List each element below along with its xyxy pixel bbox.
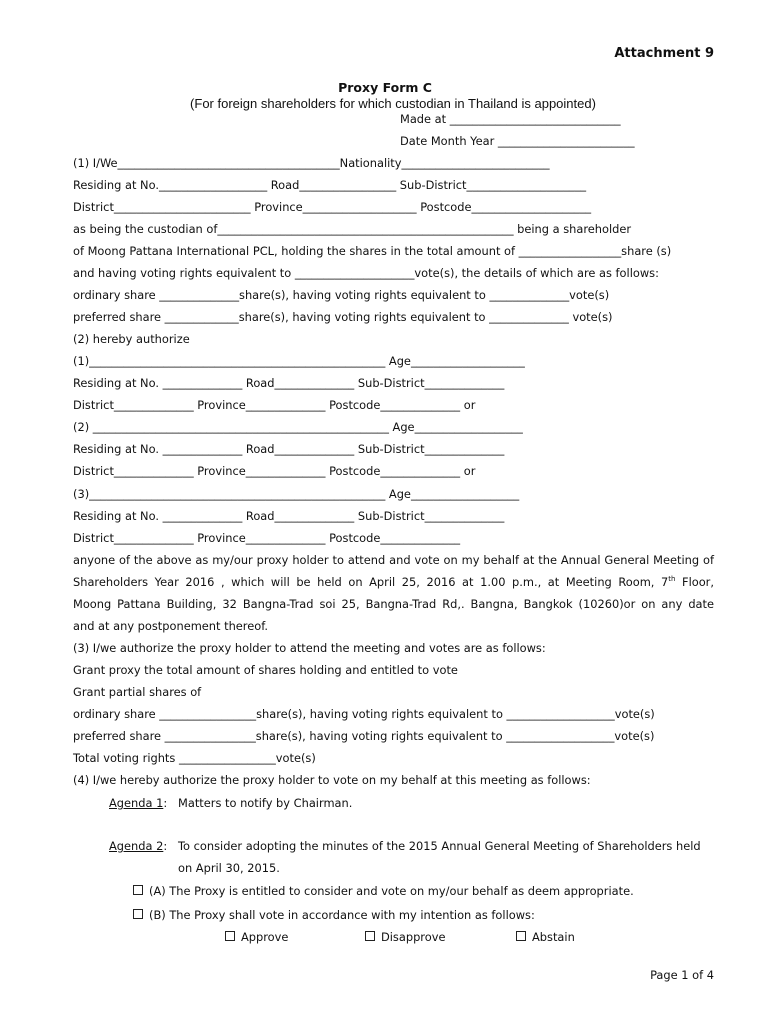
authorize-heading: (2) hereby authorize [73, 332, 190, 346]
proxy-paragraph-line1: anyone of the above as my/our proxy holder to attend and vote on my behalf at the Annual General Meeting of [73, 553, 714, 567]
vote-authority-heading: (3) I/we authorize the proxy holder to attend the meeting and votes are as follows: [73, 641, 546, 655]
proxy1-district-line[interactable]: District______________ Province______________ Postcode______________ or [73, 398, 476, 412]
disapprove-option[interactable]: Disapprove [365, 930, 445, 944]
page-number: Page 1 of 4 [650, 968, 714, 982]
proxy-paragraph-line4: and at any postponement thereof. [73, 619, 269, 633]
form-subtitle: (For foreign shareholders for which custodian in Thailand is appointed) [190, 96, 596, 111]
iwe-nationality-line[interactable]: (1) I/We_______________________________________Nationality__________________________ [73, 156, 550, 170]
proxy1-residing-line[interactable]: Residing at No. ______________ Road______________ Sub-District______________ [73, 376, 505, 390]
grant-total-option[interactable]: Grant proxy the total amount of shares holding and entitled to vote [73, 663, 458, 677]
residing-line[interactable]: Residing at No.___________________ Road_________________ Sub-District_____________________ [73, 178, 587, 192]
proxy3-district-line[interactable]: District______________ Province______________ Postcode______________ [73, 531, 461, 545]
option-b[interactable]: (B) The Proxy shall vote in accordance with my intention as follows: [133, 908, 535, 922]
grant-partial-option[interactable]: Grant partial shares of [73, 685, 202, 699]
agenda1: Agenda 1: Matters to notify by Chairman. [109, 796, 353, 810]
ordinary-share-line[interactable]: ordinary share ______________share(s), having voting rights equivalent to ______________vote(s) [73, 288, 610, 302]
abstain-checkbox[interactable] [516, 931, 526, 941]
attachment-label: Attachment 9 [614, 46, 714, 61]
agenda2: Agenda 2: To consider adopting the minutes of the 2015 Annual General Meeting of Shareholders held [109, 839, 701, 853]
agenda2-label: Agenda 2 [109, 839, 164, 853]
abstain-option[interactable]: Abstain [516, 930, 575, 944]
agenda2-continued: on April 30, 2015. [178, 861, 280, 875]
proxy2-district-line[interactable]: District______________ Province______________ Postcode______________ or [73, 464, 476, 478]
approve-option[interactable]: Approve [225, 930, 288, 944]
proxy3-name-line[interactable]: (3)____________________________________________________ Age___________________ [73, 487, 520, 501]
proxy1-name-line[interactable]: (1)____________________________________________________ Age____________________ [73, 354, 525, 368]
option-b-checkbox[interactable] [133, 909, 143, 919]
approve-checkbox[interactable] [225, 931, 235, 941]
agenda-heading: (4) I/we hereby authorize the proxy holder to vote on my behalf at this meeting as follows: [73, 773, 591, 787]
proxy2-name-line[interactable]: (2) ____________________________________________________ Age___________________ [73, 420, 523, 434]
total-voting-line[interactable]: Total voting rights _________________vote(s) [73, 751, 316, 765]
custodian-line[interactable]: as being the custodian of____________________________________________________ being a shareholder [73, 222, 632, 236]
proxy-paragraph-line3: Moong Pattana Building, 32 Bangna-Trad soi 25, Bangna-Trad Rd,. Bangna, Bangkok (10260)or on any date [73, 597, 714, 611]
partial-preferred-line[interactable]: preferred share ________________share(s), having voting rights equivalent to ___________________vote(s) [73, 729, 655, 743]
district-line[interactable]: District________________________ Province____________________ Postcode_____________________ [73, 200, 592, 214]
proxy-paragraph-line2: Shareholders Year 2016 , which will be held on April 25, 2016 at 1.00 p.m., at Meeting Room, 7th Floor, [73, 575, 714, 589]
proxy3-residing-line[interactable]: Residing at No. ______________ Road______________ Sub-District______________ [73, 509, 505, 523]
disapprove-checkbox[interactable] [365, 931, 375, 941]
made-at-field[interactable]: Made at ______________________________ [400, 112, 621, 126]
option-a[interactable]: (A) The Proxy is entitled to consider and vote on my/our behalf as deem appropriate. [133, 884, 634, 898]
company-shares-line[interactable]: of Moong Pattana International PCL, holding the shares in the total amount of __________________share (s) [73, 244, 672, 258]
date-field[interactable]: Date Month Year ________________________ [400, 134, 635, 148]
proxy2-residing-line[interactable]: Residing at No. ______________ Road______________ Sub-District______________ [73, 442, 505, 456]
option-a-checkbox[interactable] [133, 885, 143, 895]
partial-ordinary-line[interactable]: ordinary share _________________share(s), having voting rights equivalent to ___________________vote(s) [73, 707, 655, 721]
form-title: Proxy Form C [338, 80, 432, 95]
voting-rights-line[interactable]: and having voting rights equivalent to _____________________vote(s), the details of which are as follows: [73, 266, 659, 280]
preferred-share-line[interactable]: preferred share _____________share(s), having voting rights equivalent to ______________ vote(s) [73, 310, 613, 324]
agenda1-label: Agenda 1 [109, 796, 164, 810]
